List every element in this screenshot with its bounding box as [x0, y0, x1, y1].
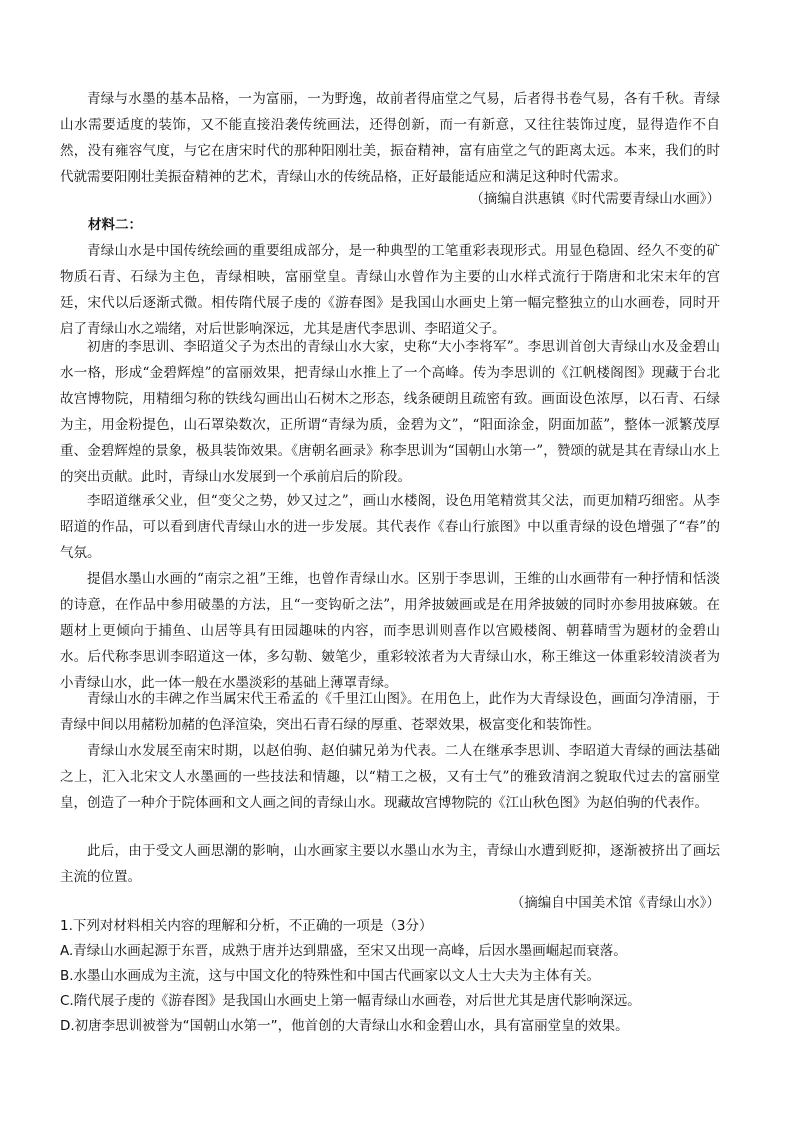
paragraph-6: 青绿山水的丰碑之作当属宋代王希孟的《千里江山图》。在用色上，此作为大青绿设色，画面匀净清丽，于青绿中间以用赭粉加赭的色泽渲染，突出石青石绿的厚重、苍翠效果，极富变化和装饰性。	[60, 691, 720, 733]
option-b: B.水墨山水画成为主流，这与中国文化的特殊性和中国古代画家以文人士大夫为主体有关。	[60, 968, 601, 984]
section-heading-material-2: 材料二：	[88, 217, 142, 233]
option-c: C.隋代展子虔的《游春图》是我国山水画史上第一幅青绿山水画卷，对后世尤其是唐代影响深远。	[60, 993, 641, 1009]
option-a: A.青绿山水画起源于东晋，成熟于唐并达到鼎盛，至宋又出现一高峰，后因水墨画崛起而衰落。	[60, 943, 627, 959]
option-d: D.初唐李思训被誉为“国朝山水第一”，他首创的大青绿山水和金碧山水，具有富丽堂皇的效果。	[60, 1018, 629, 1034]
paragraph-8: 此后，由于受文人画思潮的影响，山水画家主要以水墨山水为主，青绿山水遭到贬抑，逐渐被挤出了画坛主流的位置。	[60, 843, 720, 885]
paragraph-1: 青绿与水墨的基本品格，一为富丽，一为野逸，故前者得庙堂之气易，后者得书卷气易，各有千秋。青绿山水需要适度的装饰，又不能直接沿袭传统画法，还得创新，而一有新意，又往往装饰过度，显得造作不自然，没有雍容气度，与它在唐宋时代的那种阳刚壮美，振奋精神，富有庙堂之气的距离太远。本来，我们的时代就需要阳刚壮美振奋精神的艺术，青绿山水的传统品格，正好最能适应和满足这种时代需求。	[60, 91, 720, 185]
paragraph-7: 青绿山水发展至南宋时期，以赵伯驹、赵伯骕兄弟为代表。二人在继承李思训、李昭道大青绿的画法基础之上，汇入北宋文人水墨画的一些技法和情趣，以“精工之极，又有士气”的雅致清润之貌取代过去的富丽堂皇，创造了一种介于院体画和文人画之间的青绿山水。现藏故宫博物院的《江山秋色图》为赵伯驹的代表作。	[60, 743, 720, 811]
paragraph-4: 李昭道继承父业，但“变父之势，妙又过之”，画山水楼阁，设色用笔精赏其父法，而更加精巧细密。从李昭道的作品，可以看到唐代青绿山水的进一步发展。其代表作《春山行旅图》中以重青绿的设色增强了“春”的气氛。	[60, 493, 720, 561]
paragraph-5: 提倡水墨山水画的“南宗之祖”王维，也曾作青绿山水。区别于李思训，王维的山水画带有一种抒情和恬淡的诗意，在作品中参用破墨的方法，且“一变钩斫之法”，用斧披皴画或是在用斧披皴的同时亦参用披麻皴。在题材上更倾向于捕鱼、山居等具有田园趣味的内容，而李思训则喜作以宫殿楼阁、朝暮晴雪为题材的金碧山水。后代称李思训李昭道这一体，多勾勒、皴笔少，重彩较浓者为大青绿山水，称王维这一体重彩较清淡者为小青绿山水，此一体一般在水墨淡彩的基础上薄罩青绿。	[60, 571, 720, 691]
paragraph-3: 初唐的李思训、李昭道父子为杰出的青绿山水大家，史称“大小李将军”。李思训首创大青绿山水及金碧山水一格，形成“金碧辉煌”的富丽效果，把青绿山水推上了一个高峰。传为李思训的《江帆楼阁图》现藏于台北故宫博物院，用精细匀称的铁线勾画出山石树木之形态，线条硬朗且疏密有致。画面设色浓厚，以石青、石绿为主，用金粉提色，山石罩染数次，正所谓“青绿为质，金碧为文”，“阳面涂金，阴面加蓝”，整体一派繁茂厚重、金碧辉煌的景象，极具装饰效果。《唐朝名画录》称李思训为“国朝山水第一”，赞颂的就是其在青绿山水上的突出贡献。此时，青绿山水发展到一个承前启后的阶段。	[60, 339, 720, 485]
question-stem: 1.下列对材料相关内容的理解和分析，不正确的一项是（3分）	[60, 918, 433, 934]
paragraph-2: 青绿山水是中国传统绘画的重要组成部分，是一种典型的工笔重彩表现形式。用显色稳固、经久不变的矿物质石青、石绿为主色，青绿相映，富丽堂皇。青绿山水曾作为主要的山水样式流行于隋唐和北宋末年的宫廷，宋代以后逐渐式微。相传隋代展子虔的《游春图》是我国山水画史上第一幅完整独立的山水画卷，同时开启了青绿山水之端绪，对后世影响深远，尤其是唐代李思训、李昭道父子。	[60, 243, 720, 337]
source-citation-2: （摘编自中国美术馆《青绿山水》）	[510, 895, 720, 911]
source-citation-1: （摘编自洪惠镇《时代需要青绿山水画》）	[470, 191, 720, 207]
